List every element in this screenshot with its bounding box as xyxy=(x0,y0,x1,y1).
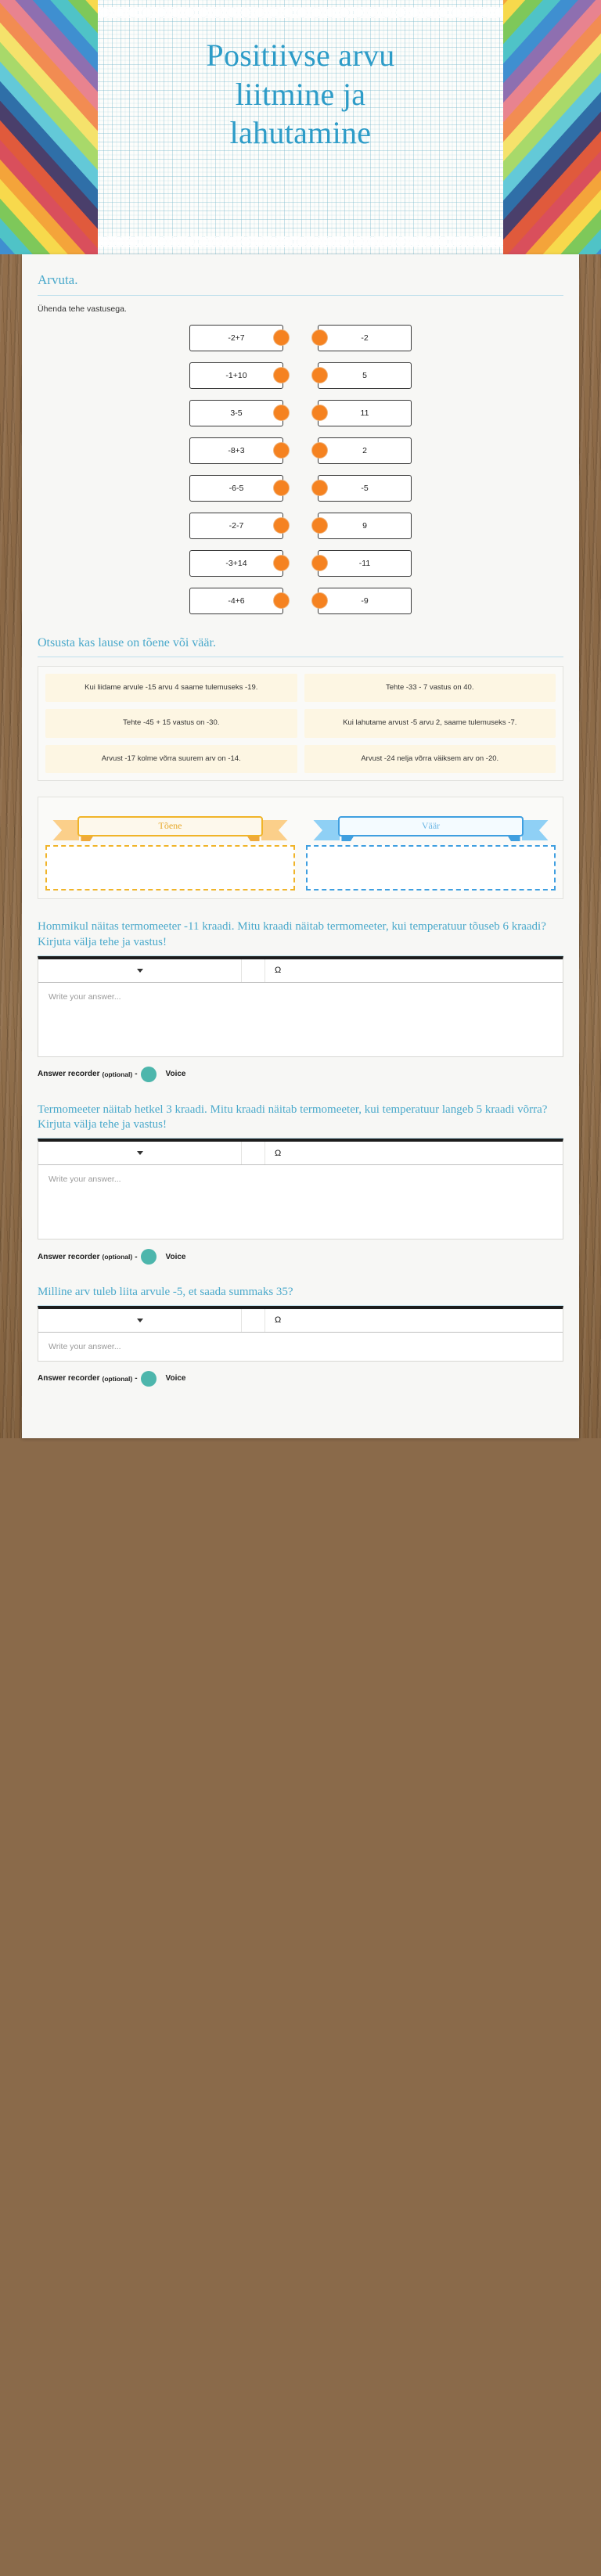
answer-label: -9 xyxy=(318,588,412,614)
connector-dot-left[interactable] xyxy=(273,480,290,496)
statement-card[interactable]: Arvust -24 nelja võrra väiksem arv on -20. xyxy=(304,745,556,773)
recorder-dash: - xyxy=(135,1374,138,1383)
answer-label: -5 xyxy=(318,475,412,502)
recorder-voice-label: Voice xyxy=(165,1374,186,1383)
connector-dot-left[interactable] xyxy=(273,442,290,459)
expression-card[interactable] xyxy=(189,588,283,614)
omega-icon: Ω xyxy=(275,966,282,976)
answer-label: 2 xyxy=(318,437,412,464)
special-character-button[interactable] xyxy=(265,1142,301,1164)
matching-row xyxy=(39,400,562,426)
expression-card[interactable] xyxy=(189,513,283,539)
worksheet-card xyxy=(22,254,579,1438)
recorder-optional: (optional) xyxy=(102,1070,133,1078)
toolbar-spacer xyxy=(242,959,265,982)
answer-placeholder[interactable]: Write your answer... xyxy=(49,991,121,1002)
answer-recorder xyxy=(38,1371,563,1387)
dropzone-false[interactable] xyxy=(306,807,556,890)
chevron-pattern-right xyxy=(503,0,601,254)
dropzone-label: Tõene xyxy=(77,816,262,836)
expression-label: -6-5 xyxy=(189,475,283,502)
answer-editor[interactable] xyxy=(38,1306,563,1362)
answer-label: -11 xyxy=(318,550,412,577)
question-block xyxy=(38,1285,563,1387)
expression-label: -2-7 xyxy=(189,513,283,539)
chevron-down-icon xyxy=(137,1151,143,1155)
answer-label: 11 xyxy=(318,400,412,426)
special-character-button[interactable] xyxy=(265,959,301,982)
answer-placeholder[interactable]: Write your answer... xyxy=(49,1341,121,1351)
recorder-label: Answer recorder xyxy=(38,1252,100,1261)
chevron-down-icon xyxy=(137,1319,143,1322)
ribbon-tail-right xyxy=(261,820,288,840)
expression-card[interactable] xyxy=(189,437,283,464)
connector-dot-left[interactable] xyxy=(273,517,290,534)
expression-card[interactable] xyxy=(189,400,283,426)
font-dropdown[interactable] xyxy=(38,1142,242,1164)
matching-row xyxy=(39,325,562,351)
dropzone-label: Väär xyxy=(338,816,523,836)
statement-card[interactable]: Arvust -17 kolme võrra suurem arv on -14. xyxy=(45,745,297,773)
page-title xyxy=(100,36,501,153)
question-text: Milline arv tuleb liita arvule -5, et saada summaks 35? xyxy=(38,1285,563,1306)
question-text: Hommikul näitas termomeeter -11 kraadi. Mitu kraadi näitab termomeeter, kui temperatuur tõuseb 6 kraadi? Kirjuta välja tehe ja vastus! xyxy=(38,919,563,956)
connector-dot-left[interactable] xyxy=(273,555,290,571)
answer-recorder xyxy=(38,1249,563,1265)
page-title-line-3: lahutamine xyxy=(229,115,372,151)
record-button[interactable] xyxy=(141,1249,157,1265)
dropzone-true[interactable] xyxy=(45,807,295,890)
matching-exercise xyxy=(38,325,563,614)
statement-grid xyxy=(45,674,556,773)
section-heading-calc: Arvuta. xyxy=(38,272,563,296)
expression-card[interactable] xyxy=(189,550,283,577)
connector-dot-left[interactable] xyxy=(273,329,290,346)
question-block xyxy=(38,1103,563,1265)
worksheet-header xyxy=(0,0,601,254)
dropzone-panel xyxy=(38,797,563,899)
editor-toolbar xyxy=(38,1142,563,1165)
answer-label: 9 xyxy=(318,513,412,539)
ribbon-foot-left xyxy=(81,836,93,841)
ribbon-tail-left xyxy=(313,820,340,840)
question-list xyxy=(38,919,563,1387)
editor-toolbar xyxy=(38,959,563,983)
expression-label: -1+10 xyxy=(189,362,283,389)
matching-row xyxy=(39,362,562,389)
answer-label: -2 xyxy=(318,325,412,351)
matching-row xyxy=(39,437,562,464)
answer-recorder xyxy=(38,1067,563,1082)
question-block xyxy=(38,919,563,1082)
omega-icon: Ω xyxy=(275,1315,282,1326)
perforation-top xyxy=(98,7,503,18)
dropzone-area[interactable] xyxy=(306,845,556,890)
expression-label: -3+14 xyxy=(189,550,283,577)
connector-dot-left[interactable] xyxy=(273,367,290,383)
answer-card[interactable] xyxy=(318,400,412,426)
statement-card[interactable]: Kui lahutame arvust -5 arvu 2, saame tulemuseks -7. xyxy=(304,709,556,737)
ribbon-foot-right xyxy=(508,836,520,841)
recorder-optional: (optional) xyxy=(102,1253,133,1261)
omega-icon: Ω xyxy=(275,1148,282,1158)
connector-dot-left[interactable] xyxy=(273,405,290,421)
font-dropdown[interactable] xyxy=(38,959,242,982)
dropzone-area[interactable] xyxy=(45,845,295,890)
expression-label: 3-5 xyxy=(189,400,283,426)
expression-card[interactable] xyxy=(189,475,283,502)
matching-row xyxy=(39,550,562,577)
ribbon-tail-left xyxy=(52,820,79,840)
expression-label: -4+6 xyxy=(189,588,283,614)
special-character-button[interactable] xyxy=(265,1309,301,1332)
matching-row xyxy=(39,513,562,539)
matching-row xyxy=(39,475,562,502)
ribbon-foot-left xyxy=(341,836,354,841)
font-dropdown[interactable] xyxy=(38,1309,242,1332)
section-heading-truefalse: Otsusta kas lause on tõene või väär. xyxy=(38,635,563,657)
answer-editor[interactable] xyxy=(38,1139,563,1239)
ribbon-foot-right xyxy=(247,836,260,841)
answer-editor[interactable] xyxy=(38,956,563,1057)
chevron-pattern-left xyxy=(0,0,98,254)
dropzone-ribbon xyxy=(77,816,262,836)
expression-label: -8+3 xyxy=(189,437,283,464)
dropzone-grid xyxy=(45,807,556,890)
recorder-voice-label: Voice xyxy=(165,1070,186,1079)
expression-label: -2+7 xyxy=(189,325,283,351)
statement-panel xyxy=(38,666,563,781)
answer-card[interactable] xyxy=(318,550,412,577)
answer-card[interactable] xyxy=(318,588,412,614)
ribbon-tail-right xyxy=(522,820,549,840)
editor-toolbar xyxy=(38,1309,563,1333)
answer-card[interactable] xyxy=(318,325,412,351)
recorder-label: Answer recorder xyxy=(38,1070,100,1079)
expression-card[interactable] xyxy=(189,362,283,389)
connector-dot-left[interactable] xyxy=(273,592,290,609)
recorder-dash: - xyxy=(135,1070,138,1079)
record-button[interactable] xyxy=(141,1067,157,1082)
expression-card[interactable] xyxy=(189,325,283,351)
recorder-optional: (optional) xyxy=(102,1374,133,1383)
answer-label: 5 xyxy=(318,362,412,389)
answer-card[interactable] xyxy=(318,513,412,539)
answer-card[interactable] xyxy=(318,475,412,502)
matching-row xyxy=(39,588,562,614)
answer-card[interactable] xyxy=(318,362,412,389)
record-button[interactable] xyxy=(141,1371,157,1387)
toolbar-spacer xyxy=(242,1142,265,1164)
recorder-voice-label: Voice xyxy=(165,1252,186,1261)
chevron-down-icon xyxy=(137,969,143,973)
toolbar-spacer xyxy=(242,1309,265,1332)
dropzone-ribbon xyxy=(338,816,523,836)
recorder-dash: - xyxy=(135,1252,138,1261)
answer-card[interactable] xyxy=(318,437,412,464)
perforation-bottom xyxy=(98,236,503,247)
statement-card[interactable]: Tehte -45 + 15 vastus on -30. xyxy=(45,709,297,737)
page-title-line-2: liitmine ja xyxy=(235,76,366,112)
statement-card[interactable]: Kui liidame arvule -15 arvu 4 saame tulemuseks -19. xyxy=(45,674,297,702)
answer-placeholder[interactable]: Write your answer... xyxy=(49,1175,121,1185)
instruction-match: Ühenda tehe vastusega. xyxy=(38,304,127,314)
question-text: Termomeeter näitab hetkel 3 kraadi. Mitu kraadi näitab termomeeter, kui temperatuur langeb 5 kraadi võrra? Kirjuta välja tehe ja vastus! xyxy=(38,1103,563,1139)
page-title-line-1: Positiivse arvu xyxy=(206,38,395,73)
statement-card[interactable]: Tehte -33 - 7 vastus on 40. xyxy=(304,674,556,702)
recorder-label: Answer recorder xyxy=(38,1374,100,1383)
